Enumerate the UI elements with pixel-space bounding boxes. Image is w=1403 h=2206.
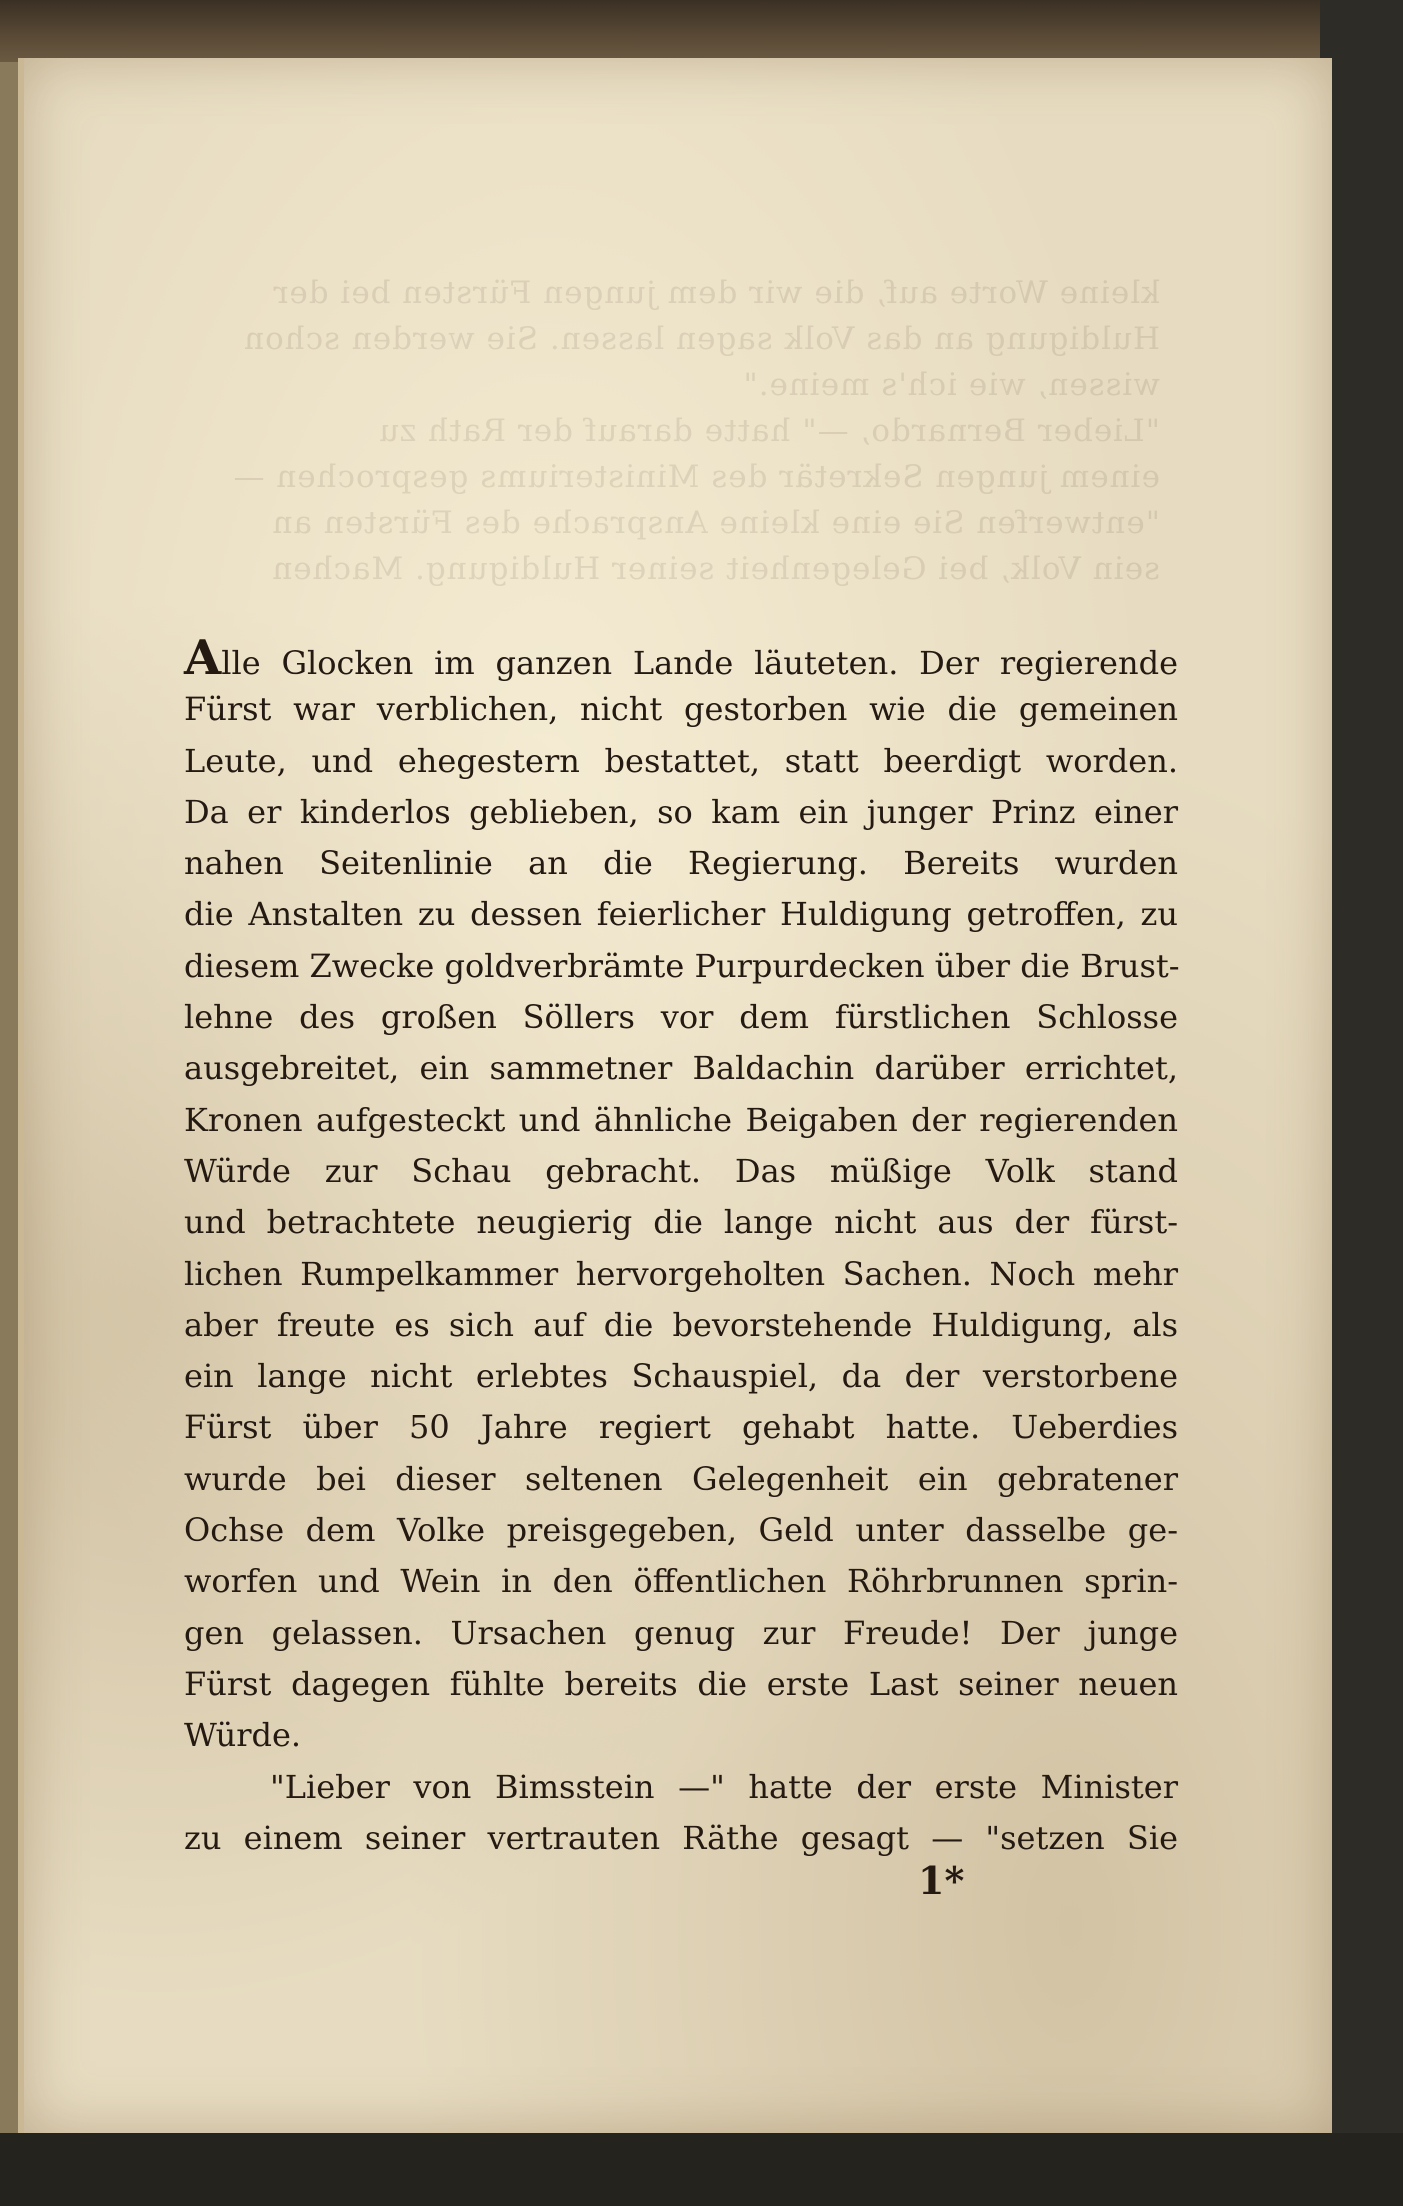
text-line: Leute, und ehegestern bestattet, statt beerdigt worden.	[184, 741, 1178, 780]
text-line: die Anstalten zu dessen feierlicher Huldigung getroffen, zu	[184, 895, 1178, 934]
text-line-1: Alle Glocken im ganzen Lande läuteten. Der regierende	[184, 630, 1178, 686]
text-line: Würde zur Schau gebracht. Das müßige Volk stand	[184, 1151, 1178, 1190]
bleed-line: sein Volk, bei Gelegenheit seiner Huldigung. Machen	[271, 551, 1160, 587]
bleed-through-text	[150, 270, 1160, 630]
text-line: lichen Rumpelkammer hervorgeholten Sachen. Noch mehr	[184, 1254, 1178, 1293]
bleed-line: kleine Worte auf, die wir dem jungen Fürsten bei der	[272, 275, 1160, 311]
text-line: nahen Seitenlinie an die Regierung. Bereits wurden	[184, 844, 1178, 883]
text-line: Fürst über 50 Jahre regiert gehabt hatte. Ueberdies	[184, 1408, 1178, 1447]
text-line: "Lieber von Bimsstein —" hatte der erste Minister	[270, 1767, 1178, 1806]
bleed-line: "entwerfen Sie eine kleine Ansprache des Fürsten an	[271, 505, 1160, 541]
book-cover-top-edge	[0, 0, 1320, 62]
text-line: worfen und Wein in den öffentlichen Röhrbrunnen sprin-	[184, 1562, 1178, 1601]
body-text	[184, 630, 1180, 1864]
text-line: und betrachtete neugierig die lange nicht aus der fürst-	[184, 1203, 1178, 1242]
text-line: wurde bei dieser seltenen Gelegenheit ein gebratener	[184, 1459, 1178, 1498]
text-line: Kronen aufgesteckt und ähnliche Beigaben der regierenden	[184, 1100, 1178, 1139]
text-line: Fürst war verblichen, nicht gestorben wie die gemeinen	[184, 690, 1178, 729]
text-line: gen gelassen. Ursachen genug zur Freude! Der junge	[184, 1613, 1178, 1652]
text-line: Da er kinderlos geblieben, so kam ein junger Prinz einer	[184, 792, 1178, 831]
text-line: ein lange nicht erlebtes Schauspiel, da der verstorbene	[184, 1357, 1178, 1396]
book-gutter-edge	[0, 62, 18, 2137]
text-line: lehne des großen Söllers vor dem fürstlichen Schlosse	[184, 998, 1178, 1037]
text-line: zu einem seiner vertrauten Räthe gesagt — "setzen Sie	[184, 1818, 1178, 1857]
signature-mark: 1*	[918, 1858, 965, 1903]
text-line: Fürst dagegen fühlte bereits die erste Last seiner neuen	[184, 1664, 1178, 1703]
drop-cap: A	[184, 630, 222, 686]
bleed-line: einem jungen Sekretär des Ministeriums gesprochen —	[232, 459, 1160, 495]
text-line: ausgebreitet, ein sammetner Baldachin darüber errichtet,	[184, 1049, 1178, 1088]
text-line: Ochse dem Volke preisgegeben, Geld unter dasselbe ge-	[184, 1511, 1178, 1550]
bleed-line: "Lieber Bernardo, —" hatte darauf der Rath zu	[378, 413, 1160, 449]
text-line: diesem Zwecke goldverbrämte Purpurdecken über die Brust-	[184, 946, 1180, 985]
text-line: Würde.	[184, 1716, 302, 1755]
bleed-line: wissen, wie ich's meine."	[742, 367, 1160, 403]
bleed-line: Huldigung an das Volk sagen lassen. Sie werden schon	[243, 321, 1160, 357]
text-line: aber freute es sich auf die bevorstehende Huldigung, als	[184, 1305, 1178, 1344]
background-bottom	[0, 2133, 1403, 2206]
